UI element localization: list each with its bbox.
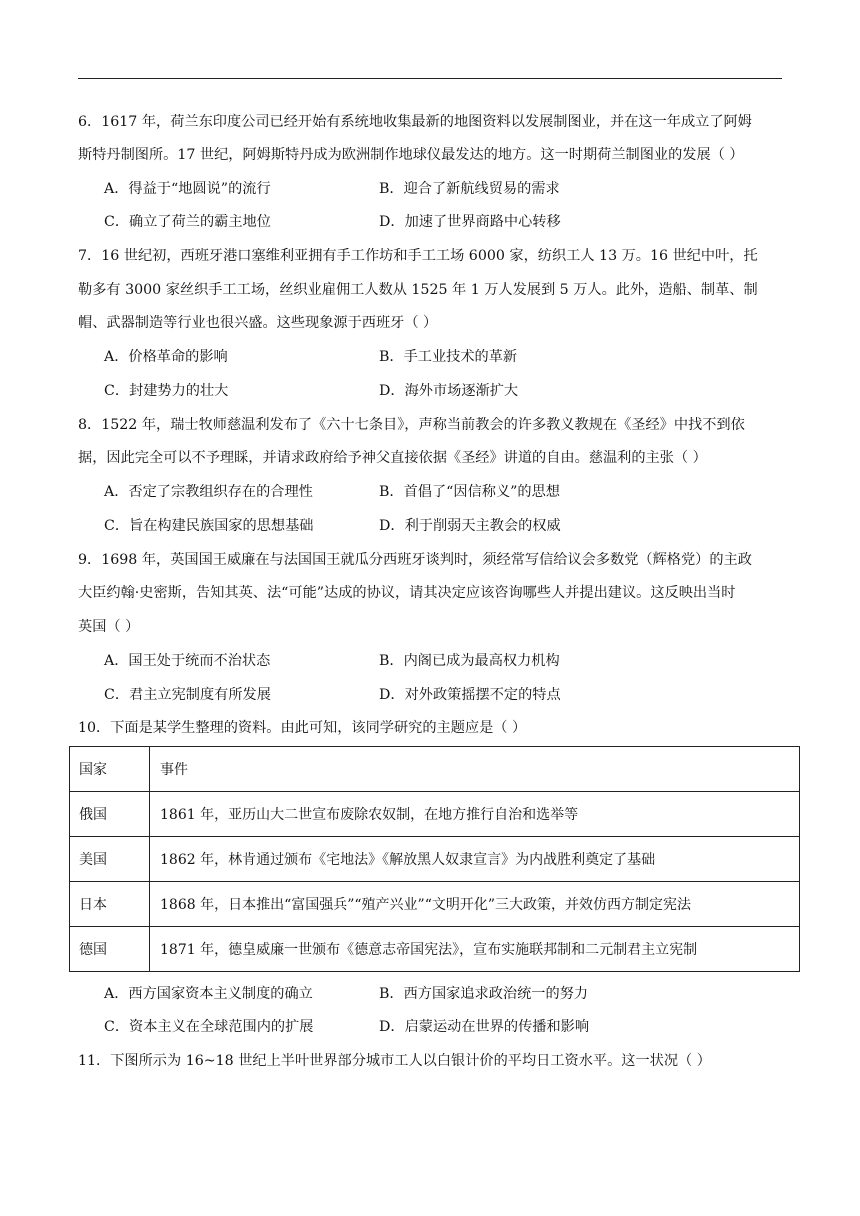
question-9-option-d[interactable]: D．对外政策摇摆不定的特点 [379,687,561,703]
question-9-option-a[interactable]: A．国王处于统而不治状态 [104,653,271,669]
question-8-stem-line-2: 据，因此完全可以不予理睬，并请求政府给予神父直接依据《圣经》讲道的自由。慈温利的主张（ ） [78,450,707,466]
question-6-option-c[interactable]: C．确立了荷兰的霸主地位 [104,214,271,230]
question-8-option-d[interactable]: D．利于削弱天主教会的权威 [379,518,561,534]
table-header-cell-country: 国家 [70,747,150,792]
question-7-stem-line-3: 帽、武器制造等行业也很兴盛。这些现象源于西班牙（ ） [78,315,438,331]
question-11-stem-line-1: 11．下图所示为 16~18 世纪上半叶世界部分城市工人以白银计价的平均日工资水平。这一状况（ ） [78,1053,711,1069]
question-8-stem-line-1: 8．1522 年，瑞士牧师慈温利发布了《六十七条目》，声称当前教会的许多教义教规在《圣经》中找不到依 [78,417,745,433]
table-row [70,837,800,882]
question-10-option-a[interactable]: A．西方国家资本主义制度的确立 [104,986,313,1002]
table-cell-event: 1868 年，日本推出“富国强兵”“殖产兴业”“文明开化”三大政策，并效仿西方制定宪法 [150,882,800,927]
question-8-option-b[interactable]: B．首倡了“因信称义”的思想 [379,484,560,500]
question-6-stem-line-2: 斯特丹制图所。17 世纪，阿姆斯特丹成为欧洲制作地球仪最发达的地方。这一时期荷兰制图业的发展（ ） [78,147,744,163]
question-9-stem-line-1: 9．1698 年，英国国王威廉在与法国国王就瓜分西班牙谈判时，须经常写信给议会多数党（辉格党）的主政 [78,552,752,568]
table-cell-event: 1862 年，林肯通过颁布《宅地法》《解放黑人奴隶宣言》为内战胜利奠定了基础 [150,837,800,882]
question-10-option-d[interactable]: D．启蒙运动在世界的传播和影响 [379,1019,590,1035]
question-7-stem-line-1: 7．16 世纪初，西班牙港口塞维利亚拥有手工作坊和手工工场 6000 家，纺织工人 13 万。16 世纪中叶，托 [78,248,758,264]
question-7-option-a[interactable]: A．价格革命的影响 [104,349,228,365]
question-7-option-d[interactable]: D．海外市场逐渐扩大 [379,383,519,399]
table-cell-country: 俄国 [70,792,150,837]
question-7-option-b[interactable]: B．手工业技术的革新 [379,349,518,365]
table-header-row [70,747,800,792]
table-row [70,927,800,972]
table-row [70,792,800,837]
question-9-stem-line-3: 英国（ ） [78,619,140,635]
question-6-option-b[interactable]: B．迎合了新航线贸易的需求 [379,181,560,197]
table-cell-event: 1861 年，亚历山大二世宣布废除农奴制，在地方推行自治和选举等 [150,792,800,837]
table-cell-event: 1871 年，德皇威廉一世颁布《德意志帝国宪法》，宣布实施联邦制和二元制君主立宪制 [150,927,800,972]
question-10-option-b[interactable]: B．西方国家追求政治统一的努力 [379,986,589,1002]
question-7-option-c[interactable]: C．封建势力的壮大 [104,383,229,399]
question-10-option-c[interactable]: C．资本主义在全球范围内的扩展 [104,1019,314,1035]
question-7-stem-line-2: 勒多有 3000 家丝织手工工场，丝织业雇佣工人数从 1525 年 1 万人发展到 5 万人。此外，造船、制革、制 [78,282,758,298]
question-6-stem-line-1: 6．1617 年，荷兰东印度公司已经开始有系统地收集最新的地图资料以发展制图业，并在这一年成立了阿姆 [78,114,752,130]
header-rule [78,78,782,79]
question-6-option-a[interactable]: A．得益于“地圆说”的流行 [104,181,271,197]
table-cell-country: 日本 [70,882,150,927]
table-header-cell-event: 事件 [150,747,800,792]
table-cell-country: 德国 [70,927,150,972]
question-8-option-a[interactable]: A．否定了宗教组织存在的合理性 [104,484,313,500]
question-10-stem-line-1: 10．下面是某学生整理的资料。由此可知，该同学研究的主题应是（ ） [78,720,527,736]
question-9-stem-line-2: 大臣约翰·史密斯，告知其英、法“可能”达成的协议，请其决定应该咨询哪些人并提出建议。这反映出当时 [78,585,736,601]
events-table [69,746,800,972]
question-8-option-c[interactable]: C．旨在构建民族国家的思想基础 [104,518,314,534]
table-cell-country: 美国 [70,837,150,882]
table-row [70,882,800,927]
question-9-option-c[interactable]: C．君主立宪制度有所发展 [104,687,271,703]
question-6-option-d[interactable]: D．加速了世界商路中心转移 [379,214,561,230]
question-9-option-b[interactable]: B．内阁已成为最高权力机构 [379,653,560,669]
